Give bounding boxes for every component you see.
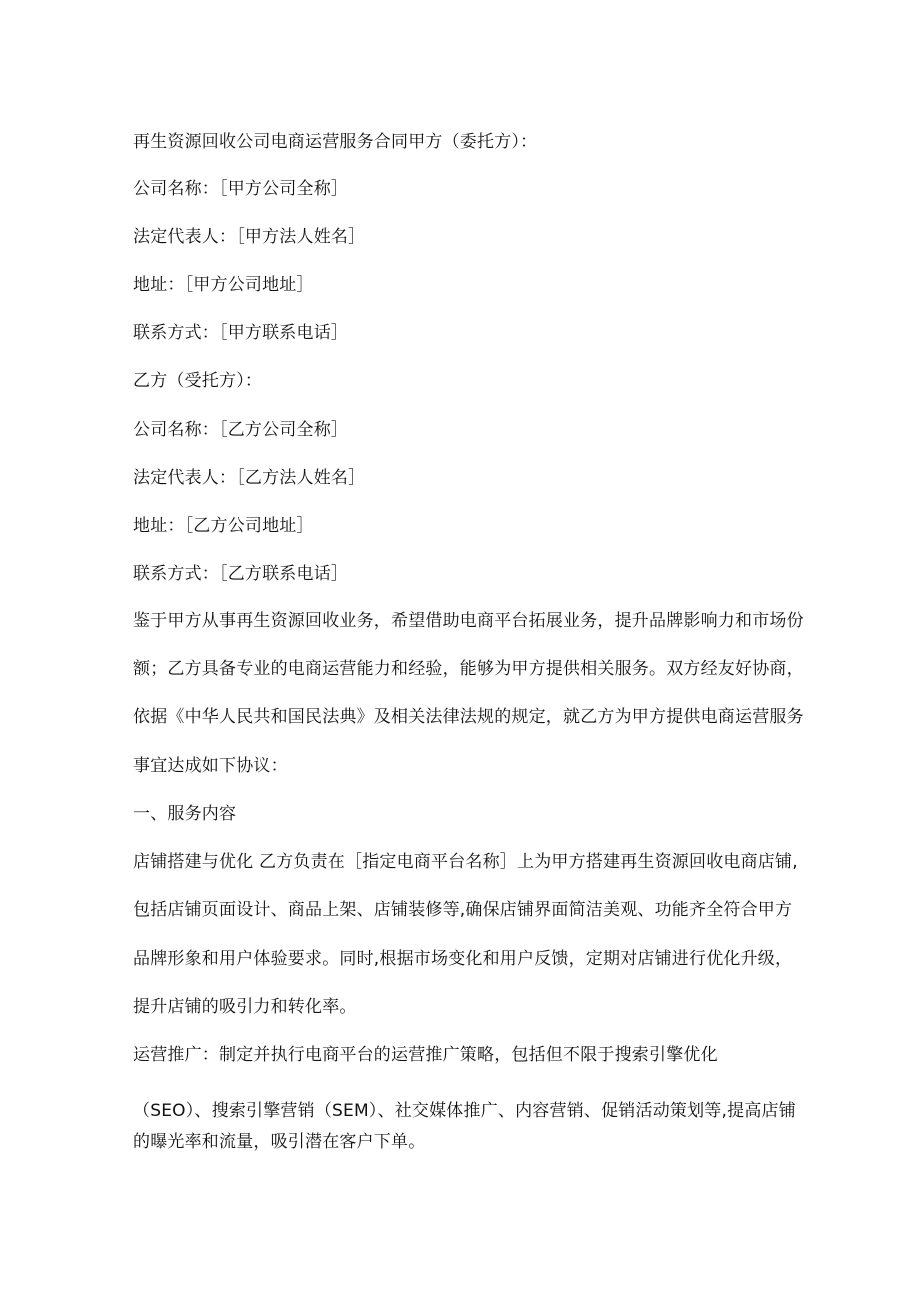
store-setup-line: 店铺搭建与优化 乙方负责在［指定电商平台名称］上为甲方搭建再生资源回收电商店铺, <box>133 852 798 872</box>
preamble-line: 事宜达成如下协议： <box>133 756 288 776</box>
section-1-heading: 一、服务内容 <box>133 804 237 824</box>
party-a-contact: 联系方式：［甲方联系电话］ <box>133 323 349 343</box>
store-setup-line: 品牌形象和用户体验要求。同时,根据市场变化和用户反馈，定期对店铺进行优化升级， <box>133 949 793 969</box>
party-a-legal-rep: 法定代表人：［甲方法人姓名］ <box>133 227 366 247</box>
preamble-line: 依据《中华人民共和国民法典》及相关法律法规的规定，就乙方为甲方提供电商运营服务 <box>133 707 804 727</box>
preamble-line: 额；乙方具备专业的电商运营能力和经验，能够为甲方提供相关服务。双方经友好协商， <box>133 659 804 679</box>
preamble-line: 鉴于甲方从事再生资源回收业务，希望借助电商平台拓展业务，提升品牌影响力和市场份 <box>133 611 804 631</box>
promotion-line: （SEO）、搜索引擎营销（SEM）、社交媒体推广、内容营销、促销活动策划等,提高店铺 <box>133 1101 796 1121</box>
party-b-address: 地址：［乙方公司地址］ <box>133 516 314 536</box>
party-b-heading: 乙方（受托方）： <box>133 371 263 391</box>
store-setup-line: 提升店铺的吸引力和转化率。 <box>133 997 357 1017</box>
party-b-contact: 联系方式：［乙方联系电话］ <box>133 564 349 584</box>
contract-title-line: 再生资源回收公司电商运营服务合同甲方（委托方）： <box>133 132 538 152</box>
party-b-company-name: 公司名称：［乙方公司全称］ <box>133 420 349 440</box>
promotion-line: 的曝光率和流量，吸引潜在客户下单。 <box>133 1132 426 1152</box>
party-a-company-name: 公司名称：［甲方公司全称］ <box>133 179 349 199</box>
party-b-legal-rep: 法定代表人：［乙方法人姓名］ <box>133 468 366 488</box>
store-setup-line: 包括店铺页面设计、商品上架、店铺装修等,确保店铺界面简洁美观、功能齐全符合甲方 <box>133 900 793 920</box>
promotion-line: 运营推广：制定并执行电商平台的运营推广策略，包括但不限于搜索引擎优化 <box>133 1045 718 1065</box>
party-a-address: 地址：［甲方公司地址］ <box>133 275 314 295</box>
